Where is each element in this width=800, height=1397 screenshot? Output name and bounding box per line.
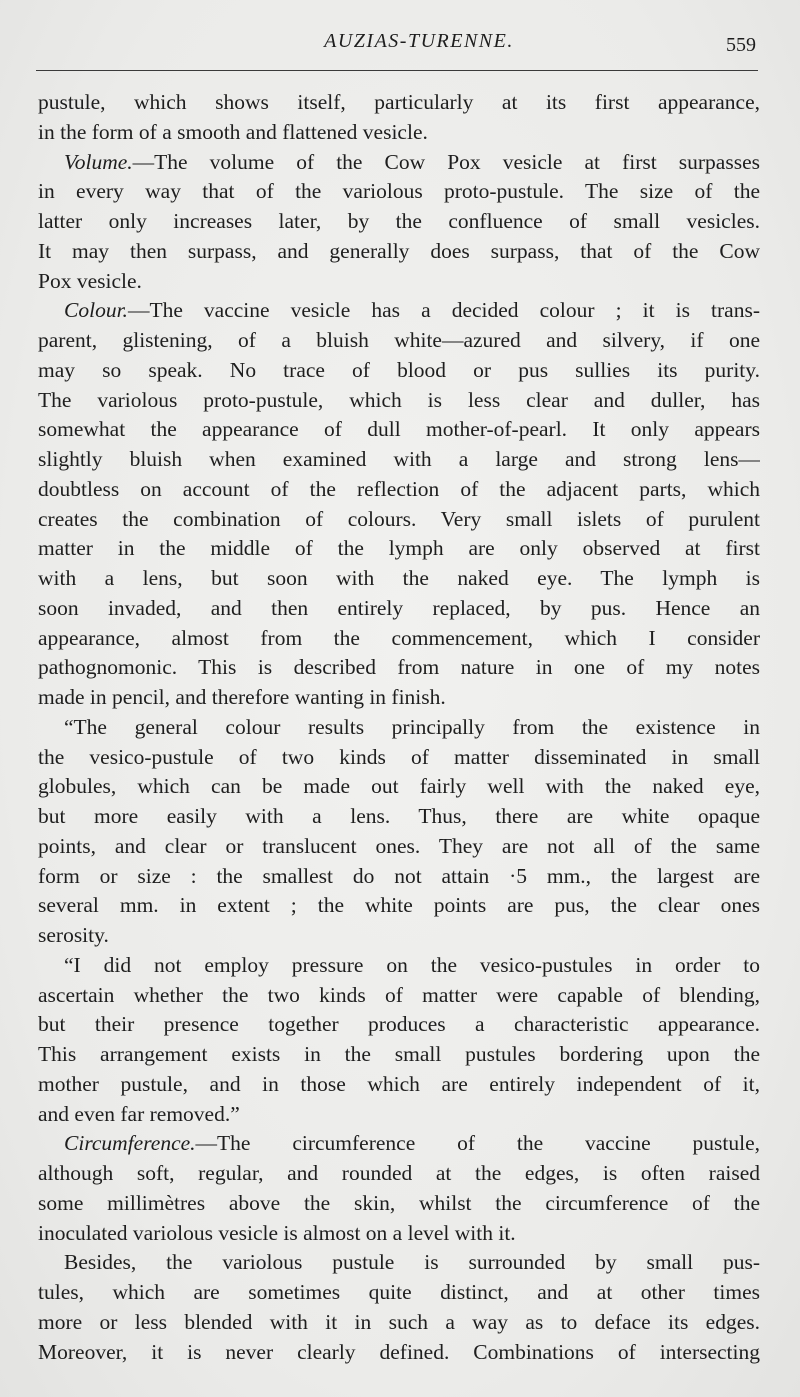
text-line	[38, 177, 760, 207]
line-text: slightly bluish when examined with a large and strong lens—	[38, 447, 760, 471]
line-text: “The general colour results principally from the existence in	[64, 714, 760, 739]
line-text: “I did not employ pressure on the vesico-pustules in order to	[64, 952, 760, 977]
line-text: although soft, regular, and rounded at the edges, is often raised	[38, 1161, 760, 1185]
text-line	[38, 594, 760, 624]
line-text: pustule, which shows itself, particularly at its first appearance,	[38, 90, 760, 114]
line-text: soon invaded, and then entirely replaced, by pus. Hence an	[38, 595, 760, 620]
paragraph	[38, 951, 760, 1130]
line-text: tules, which are sometimes quite distinct, and at other times	[38, 1280, 760, 1304]
page-number: 559	[726, 34, 756, 56]
line-text: parent, glistening, of a bluish white—azured and silvery, if one	[38, 328, 760, 352]
text-line	[38, 1189, 760, 1219]
text-line	[38, 475, 760, 505]
text-line	[38, 1070, 760, 1100]
text-line	[38, 267, 760, 297]
line-text: may so speak. No trace of blood or pus sullies its purity.	[38, 357, 760, 382]
running-head	[36, 30, 762, 64]
text-line	[38, 862, 760, 892]
line-text: made in pencil, and therefore wanting in finish.	[38, 685, 446, 709]
paragraph	[38, 296, 760, 713]
line-text: —The volume of the Cow Pox vesicle at first surpasses	[132, 149, 760, 174]
text-line	[38, 88, 760, 118]
text-line	[38, 624, 760, 654]
text-line	[38, 951, 760, 981]
text-line	[38, 1338, 760, 1368]
text-line	[38, 1100, 760, 1130]
text-line	[38, 237, 760, 267]
line-text: form or size : the smallest do not attain ·5 mm., the largest are	[38, 863, 760, 888]
paragraph	[38, 148, 760, 297]
line-text: —The vaccine vesicle has a decided colour ; it is trans-	[127, 298, 760, 323]
line-text: and even far removed.”	[38, 1101, 240, 1126]
line-text: creates the combination of colours. Very small islets of purulent	[38, 506, 760, 531]
line-text: —The circumference of the vaccine pustule,	[195, 1131, 760, 1156]
text-line	[38, 802, 760, 832]
line-text: but their presence together produces a characteristic appearance.	[38, 1012, 760, 1037]
line-text: in every way that of the variolous proto-pustule. The size of the	[38, 179, 760, 204]
line-text: Besides, the variolous pustule is surrounded by small pus-	[64, 1250, 760, 1275]
line-text: in the form of a smooth and flattened vesicle.	[38, 119, 428, 144]
text-line	[38, 832, 760, 862]
line-text: The variolous proto-pustule, which is less clear and duller, has	[38, 387, 760, 412]
text-line	[38, 981, 760, 1011]
text-line	[38, 415, 760, 445]
line-text: matter in the middle of the lymph are only observed at first	[38, 536, 760, 561]
text-line	[38, 772, 760, 802]
line-text: serosity.	[38, 923, 109, 947]
line-text: somewhat the appearance of dull mother-of-pearl. It only appears	[38, 417, 760, 442]
line-text: latter only increases later, by the confluence of small vesicles.	[38, 209, 760, 233]
text-line	[38, 1129, 760, 1159]
line-text: with a lens, but soon with the naked eye. The lymph is	[38, 566, 760, 590]
text-line	[38, 1248, 760, 1278]
line-text: doubtless on account of the reflection of the adjacent parts, which	[38, 476, 760, 501]
text-line	[38, 534, 760, 564]
line-text: Moreover, it is never clearly defined. Combinations of intersecting	[38, 1339, 760, 1364]
paragraph-lead-heading: Volume.	[64, 149, 133, 174]
line-text: points, and clear or translucent ones. They are not all of the same	[38, 833, 760, 858]
text-line	[38, 505, 760, 535]
line-text: pathognomonic. This is described from nature in one of my notes	[38, 655, 760, 680]
text-line	[38, 713, 760, 743]
text-line	[38, 326, 760, 356]
line-text: but more easily with a lens. Thus, there are white opaque	[38, 804, 760, 828]
line-text: several mm. in extent ; the white points are pus, the clear ones	[38, 893, 760, 918]
text-line	[38, 1040, 760, 1070]
text-line	[38, 1219, 760, 1249]
text-line	[38, 207, 760, 237]
line-text: some millimètres above the skin, whilst the circumference of the	[38, 1190, 760, 1215]
text-line	[38, 148, 760, 178]
line-text: globules, which can be made out fairly well with the naked eye,	[38, 774, 760, 799]
text-line	[38, 1278, 760, 1308]
body-text	[38, 88, 760, 1367]
text-line	[38, 296, 760, 326]
text-line	[38, 653, 760, 683]
text-line	[38, 1308, 760, 1338]
line-text: the vesico-pustule of two kinds of matter disseminated in small	[38, 744, 760, 769]
text-line	[38, 118, 760, 148]
text-line	[38, 921, 760, 951]
header-rule	[36, 70, 758, 71]
text-line	[38, 356, 760, 386]
text-line	[38, 743, 760, 773]
paragraph	[38, 1248, 760, 1367]
line-text: appearance, almost from the commencement, which I consider	[38, 625, 760, 650]
line-text: Pox vesicle.	[38, 268, 142, 293]
line-text: It may then surpass, and generally does surpass, that of the Cow	[38, 238, 760, 263]
paragraph-lead-heading: Circumference.	[64, 1131, 196, 1156]
paragraph	[38, 88, 760, 148]
running-title: AUZIAS-TURENNE.	[324, 30, 514, 52]
line-text: This arrangement exists in the small pustules bordering upon the	[38, 1042, 760, 1066]
line-text: mother pustule, and in those which are entirely independent of it,	[38, 1071, 760, 1096]
line-text: inoculated variolous vesicle is almost on a level with it.	[38, 1220, 516, 1245]
text-line	[38, 683, 760, 713]
text-line	[38, 445, 760, 475]
text-line	[38, 1010, 760, 1040]
text-line	[38, 891, 760, 921]
text-line	[38, 1159, 760, 1189]
text-line	[38, 386, 760, 416]
line-text: ascertain whether the two kinds of matter were capable of blending,	[38, 982, 760, 1007]
line-text: more or less blended with it in such a way as to deface its edges.	[38, 1309, 760, 1334]
text-line	[38, 564, 760, 594]
paragraph	[38, 1129, 760, 1248]
paragraph-lead-heading: Colour.	[64, 298, 128, 323]
paragraph	[38, 713, 760, 951]
